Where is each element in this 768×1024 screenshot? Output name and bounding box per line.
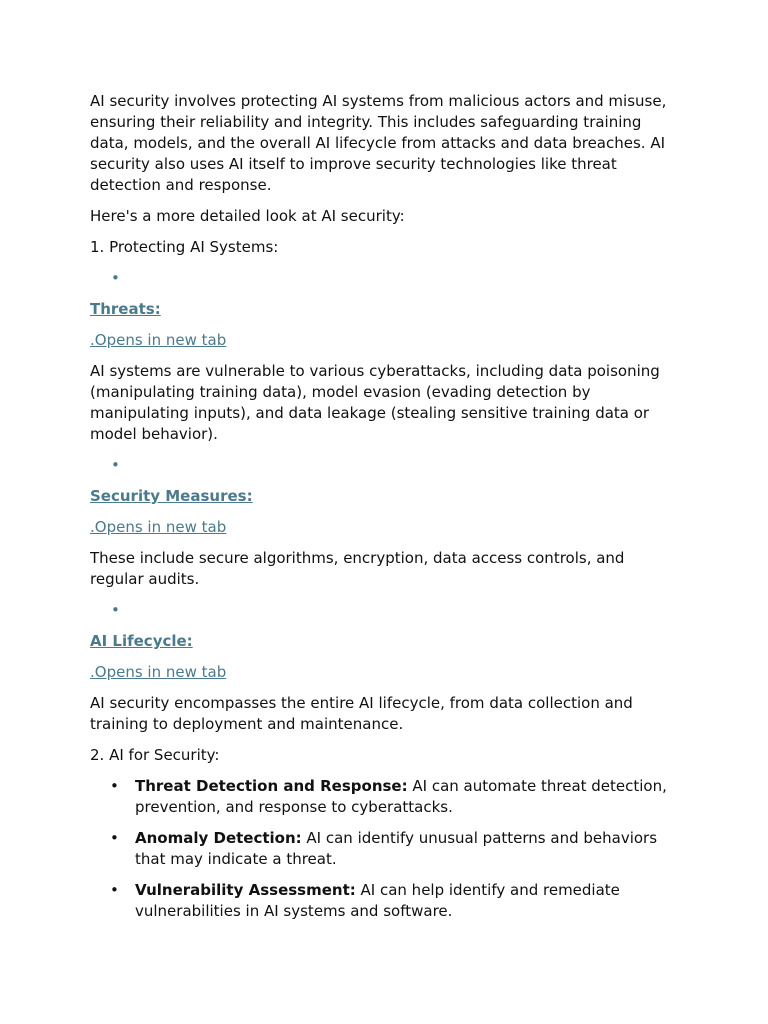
subsection-heading-row (90, 299, 680, 320)
list-item-desc: AI can identify unusual patterns and behaviors that may indicate a threat. (135, 829, 658, 868)
opens-new-tab-row (90, 517, 680, 538)
bullet-icon: • (111, 269, 120, 287)
bullet-icon: • (111, 601, 120, 619)
intro-paragraph: AI security involves protecting AI systems from malicious actors and misuse, ensuring their reliability and integrity. This includes safeguarding training data, models, and the overall AI lifecycle from attacks and data breaches. AI security also uses AI itself to improve security technologies like threat detection and response. (90, 92, 667, 194)
section-1-title: 1. Protecting AI Systems: (90, 238, 279, 256)
list-item-term: Vulnerability Assessment: (135, 881, 356, 899)
detail-lead: Here's a more detailed look at AI security: (90, 207, 405, 225)
bullet-icon: • (111, 456, 120, 474)
empty-bullet (90, 600, 680, 621)
bullet-icon: • (110, 777, 119, 795)
security-measures-heading-link[interactable]: Security Measures: (90, 487, 253, 505)
ai-lifecycle-heading-link[interactable]: AI Lifecycle: (90, 632, 193, 650)
list-item (90, 776, 680, 818)
ai-for-security-list (90, 776, 680, 922)
threats-heading-link[interactable]: Threats: (90, 300, 161, 318)
list-item (90, 828, 680, 870)
list-item-desc: AI can automate threat detection, prevention, and response to cyberattacks. (135, 777, 667, 816)
list-item (90, 880, 680, 922)
list-item-term: Anomaly Detection: (135, 829, 302, 847)
security-measures-text: These include secure algorithms, encryption, data access controls, and regular audits. (90, 549, 625, 588)
empty-bullet (90, 268, 680, 289)
bullet-icon: • (110, 881, 119, 899)
document-body (90, 91, 680, 932)
subsection-heading-row (90, 486, 680, 507)
empty-bullet (90, 455, 680, 476)
subsection-heading-row (90, 631, 680, 652)
section-2-title: 2. AI for Security: (90, 746, 220, 764)
list-item-term: Threat Detection and Response: (135, 777, 408, 795)
ai-lifecycle-opens-new-tab-link[interactable]: .Opens in new tab (90, 663, 227, 681)
opens-new-tab-row (90, 330, 680, 351)
list-item-desc: AI can help identify and remediate vulnerabilities in AI systems and software. (135, 881, 620, 920)
security-measures-opens-new-tab-link[interactable]: .Opens in new tab (90, 518, 227, 536)
threats-text: AI systems are vulnerable to various cyberattacks, including data poisoning (manipulating training data), model evasion (evading detection by manipulating inputs), and data leakage (stealing sensitive training data or model behavior). (90, 362, 660, 443)
ai-lifecycle-text: AI security encompasses the entire AI lifecycle, from data collection and training to deployment and maintenance. (90, 694, 633, 733)
bullet-icon: • (110, 829, 119, 847)
opens-new-tab-row (90, 662, 680, 683)
threats-opens-new-tab-link[interactable]: .Opens in new tab (90, 331, 227, 349)
